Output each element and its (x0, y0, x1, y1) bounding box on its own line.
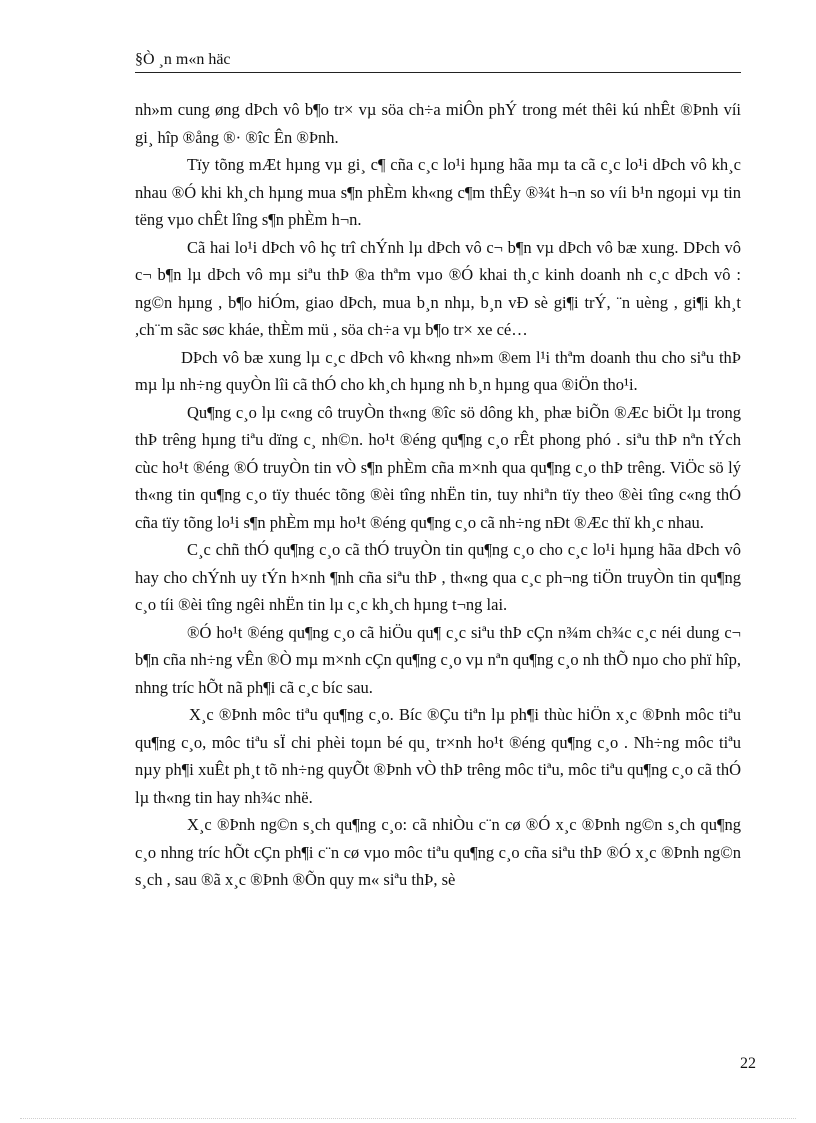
page-number: 22 (740, 1055, 756, 1072)
paragraph: X¸c ®Þnh ng©n s¸ch qu¶ng c¸o: cã nhiÒu c¨n cø ®Ó x¸c ®Þnh ng©n s¸ch qu¶ng c¸o nhng tríc hÕt cÇn ph¶i c¨n cø vµo môc tiªu qu¶ng c¸o cña siªu thÞ ®Ó x¸c ®Þnh ng©n s¸ch , sau ®ã x¸c ®Þnh ®Õn quy m« siªu thÞ, sè (135, 815, 741, 889)
paragraph: Qu¶ng c¸o lµ c«ng cô truyÒn th«ng ®îc sö dông kh¸ phæ biÕn ®Æc biÖt lµ trong thÞ trêng hµng tiªu dïng c¸ nh©n. ho¹t ®éng qu¶ng c¸o rÊt phong phó . siªu thÞ nªn tÝch cùc ho¹t ®éng ®Ó truyÒn tin vÒ s¶n phÈm cña m×nh qua qu¶ng c¸o thÞ trêng. ViÖc sö lý th«ng tin qu¶ng c¸o tïy thuéc tõng ®èi tîng nhËn tin, tuy nhiªn tïy theo ®èi tîng c«ng thÓ cña tïy tõng lo¹i s¶n phÈm mµ ho¹t ®éng qu¶ng c¸o cã nh÷ng nÐt ®Æc thï kh¸c nhau. (135, 402, 741, 532)
paragraph: ®Ó ho¹t ®éng qu¶ng c¸o cã hiÖu qu¶ c¸c siªu thÞ cÇn n¾m ch¾c c¸c néi dung c¬ b¶n cña nh÷ng vÊn ®Ò mµ m×nh cÇn qu¶ng c¸o vµ nªn qu¶ng c¸o nh thÕ nµo cho phï hîp, nhng tríc hÕt nã ph¶i cã c¸c bíc sau. (135, 622, 741, 697)
page-edge-divider (20, 1118, 796, 1119)
paragraph: Cã hai lo¹i dÞch vô hç trî chÝnh lµ dÞch vô c¬ b¶n vµ dÞch vô bæ xung. DÞch vô c¬ b¶n lµ dÞch vô mµ siªu thÞ ®a thªm vµo ®Ó khai th¸c kinh doanh nh c¸c dÞch vô : ng©n hµng , b¶o hiÓm, giao dÞch, mua b¸n nhµ, b¸n vÐ sè gi¶i trÝ, ¨n uèng , gi¶i kh¸t ,ch¨m sãc søc kháe, thÈm mü , söa ch÷a vµ b¶o tr× xe cé… (135, 237, 741, 339)
paragraph: nh»m cung øng dÞch vô b¶o tr× vµ söa ch÷a miÔn phÝ trong mét thêi kú nhÊt ®Þnh víi gi¸ hîp ®ång ®· ®îc Ên ®Þnh. (135, 100, 741, 147)
page-header (135, 50, 741, 73)
paragraph: X¸c ®Þnh môc tiªu qu¶ng c¸o. Bíc ®Çu tiªn lµ ph¶i thùc hiÖn x¸c ®Þnh môc tiªu qu¶ng c¸o, môc tiªu sÏ chi phèi toµn bé qu¸ tr×nh ho¹t ®éng qu¶ng c¸o . Nh÷ng môc tiªu nµy ph¶i xuÊt ph¸t tõ nh÷ng quyÕt ®Þnh vÒ thÞ trêng môc tiªu, môc tiªu qu¶ng c¸o cã thÓ lµ th«ng tin hay nh¾c nhë. (135, 705, 741, 807)
document-body (135, 96, 741, 894)
paragraph: Tïy tõng mÆt hµng vµ gi¸ c¶ cña c¸c lo¹i hµng hãa mµ ta cã c¸c lo¹i dÞch vô kh¸c nhau ®Ó khi kh¸ch hµng mua s¶n phÈm kh«ng c¶m thÊy ®¾t h¬n so víi b¹n ngoµi vµ tin tëng vµo chÊt lîng s¶n phÈm h¬n. (135, 155, 741, 229)
paragraph: C¸c chñ thÓ qu¶ng c¸o cã thÓ truyÒn tin qu¶ng c¸o cho c¸c lo¹i hµng hãa dÞch vô hay cho chÝnh uy tÝn h×nh ¶nh cña siªu thÞ , th«ng qua c¸c ph¬ng tiÖn truyÒn tin qu¶ng c¸o tíi ®èi tîng ngêi nhËn tin lµ c¸c kh¸ch hµng t¬ng lai. (135, 540, 741, 614)
paragraph: DÞch vô bæ xung lµ c¸c dÞch vô kh«ng nh»m ®em l¹i thªm doanh thu cho siªu thÞ mµ lµ nh÷ng quyÒn lîi cã thÓ cho kh¸ch hµng nh b¸n hµng qua ®iÖn tho¹i. (135, 347, 741, 394)
header-title: §Ò ¸n m«n häc (135, 51, 231, 68)
